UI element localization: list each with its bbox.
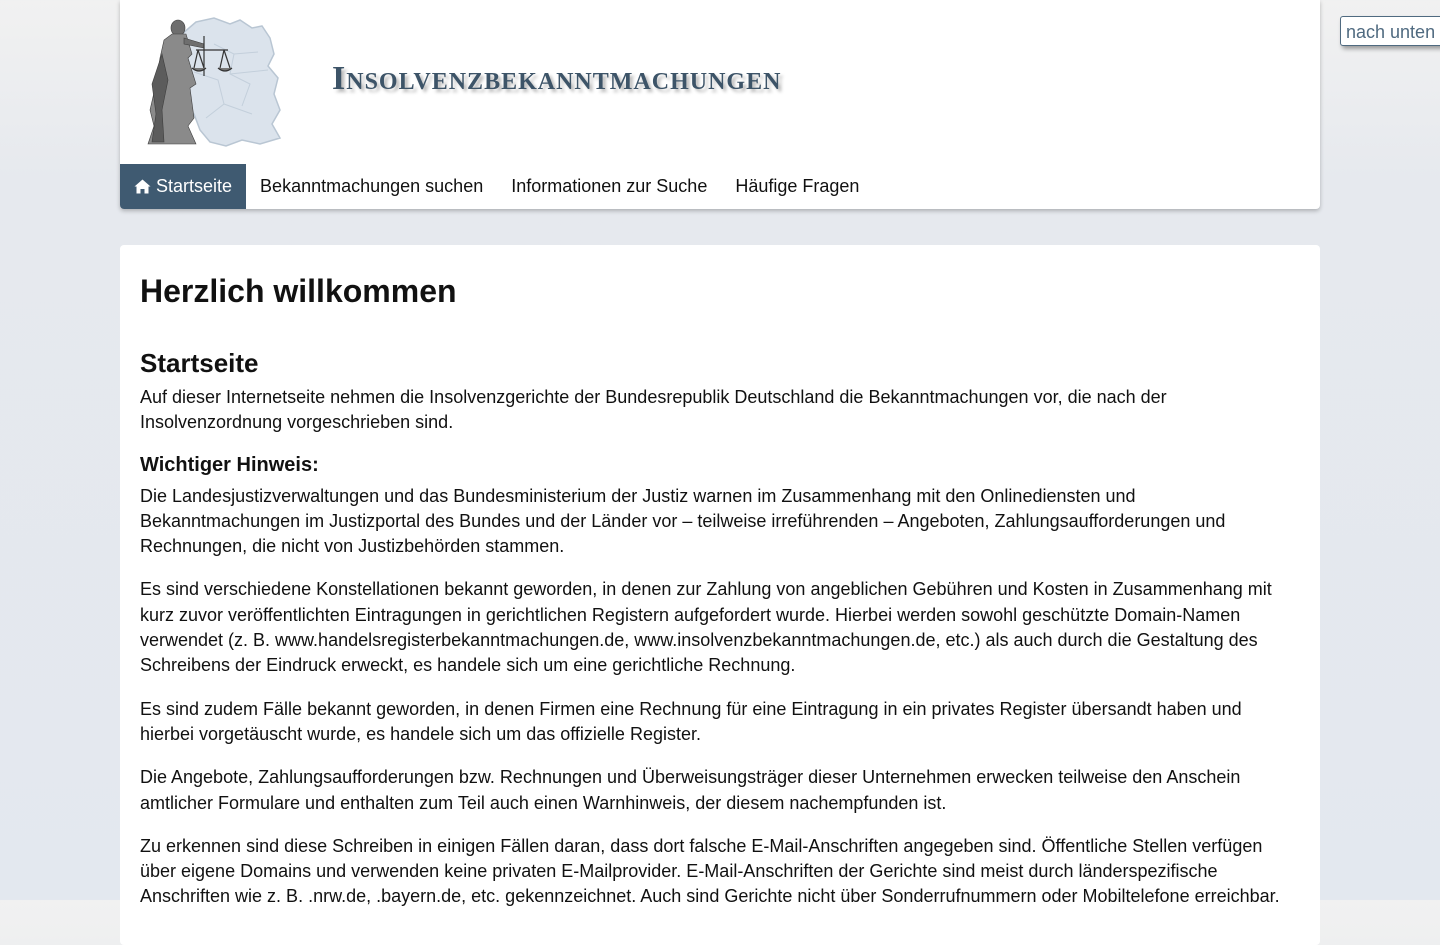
nav-item-label: Startseite: [156, 176, 233, 196]
scroll-down-button[interactable]: nach unten: [1340, 16, 1440, 46]
nav-item-label: Informationen zur Suche: [511, 176, 708, 196]
nav-item-label: Häufige Fragen: [735, 176, 860, 196]
notice-paragraph: Es sind verschiedene Konstellationen bekannt geworden, in denen zur Zahlung von angeblichen Gebühren und Kosten in Zusammenhang mit kurz zuvor veröffentlichten Eintragungen in gerichtlichen Registern aufgefordert wurde. Hierbei werden sowohl geschützte Domain-Namen verwendet (z. B. www.handelsregisterbekanntmachungen.de, www.insolvenzbekanntmachungen.de, etc.) als auch durch die Gestaltung des Schreibens der Eindruck erweckt, es handele sich um eine gerichtliche Rechnung.: [140, 579, 1272, 676]
site-title: Insolvenzbekanntmachungen: [332, 60, 782, 97]
nav-item-startseite[interactable]: [120, 164, 246, 209]
notice-paragraph: Zu erkennen sind diese Schreiben in einigen Fällen daran, dass dort falsche E-Mail-Anschriften angegeben sind. Öffentliche Stellen verfügen über eigene Domains und verwenden keine privaten E-Mailprovider. E-Mail-Anschriften der Gerichte sind meist durch länderspezifische Anschriften wie z. B. .nrw.de, .bayern.de, etc. gekennzeichnet. Auch sind Gerichte nicht über Sonderrufnummern oder Mobiltelefone erreichbar.: [140, 835, 1280, 907]
nav-item-informationen-zur-suche[interactable]: [497, 164, 721, 209]
notice-paragraph: Es sind zudem Fälle bekannt geworden, in denen Firmen eine Rechnung für eine Eintragung in ein privates Register übersandt haben und hierbei vorgetäuscht wurde, es handele sich um das offizielle Register.: [140, 698, 1242, 744]
main-content: [120, 245, 1320, 945]
notice-paragraph: Die Angebote, Zahlungsaufforderungen bzw. Rechnungen und Überweisungsträger dieser Unternehmen erwecken teilweise den Anschein amtlicher Formulare und enthalten zum Teil auch einen Warnhinweis, der diesem nachempfunden ist.: [140, 767, 1241, 813]
justitia-logo[interactable]: [134, 14, 286, 148]
page-title: Herzlich willkommen: [140, 273, 457, 309]
justitia-germany-map-icon: [134, 14, 286, 148]
notice-paragraph: Die Landesjustizverwaltungen und das Bundesministerium der Justiz warnen im Zusammenhang mit den Onlinediensten und Bekanntmachungen im Justizportal des Bundes und der Länder vor – teilweise irreführenden – Angeboten, Zahlungsaufforderungen und Rechnungen, die nicht von Justizbehörden stammen.: [140, 485, 1226, 557]
nav-item-label: Bekanntmachungen suchen: [260, 176, 484, 196]
intro-paragraph: Auf dieser Internetseite nehmen die Insolvenzgerichte der Bundesrepublik Deutschland die Bekanntmachungen vor, die nach der Insolvenzordnung vorgeschrieben sind.: [140, 387, 1167, 433]
notice-heading: Wichtiger Hinweis:: [140, 453, 319, 476]
section-title: Startseite: [140, 348, 259, 378]
main-nav: [120, 164, 873, 209]
site-header: [120, 0, 1320, 209]
nav-item-haeufige-fragen[interactable]: [721, 164, 873, 209]
home-icon: [134, 166, 151, 210]
nav-item-bekanntmachungen-suchen[interactable]: [246, 164, 497, 209]
